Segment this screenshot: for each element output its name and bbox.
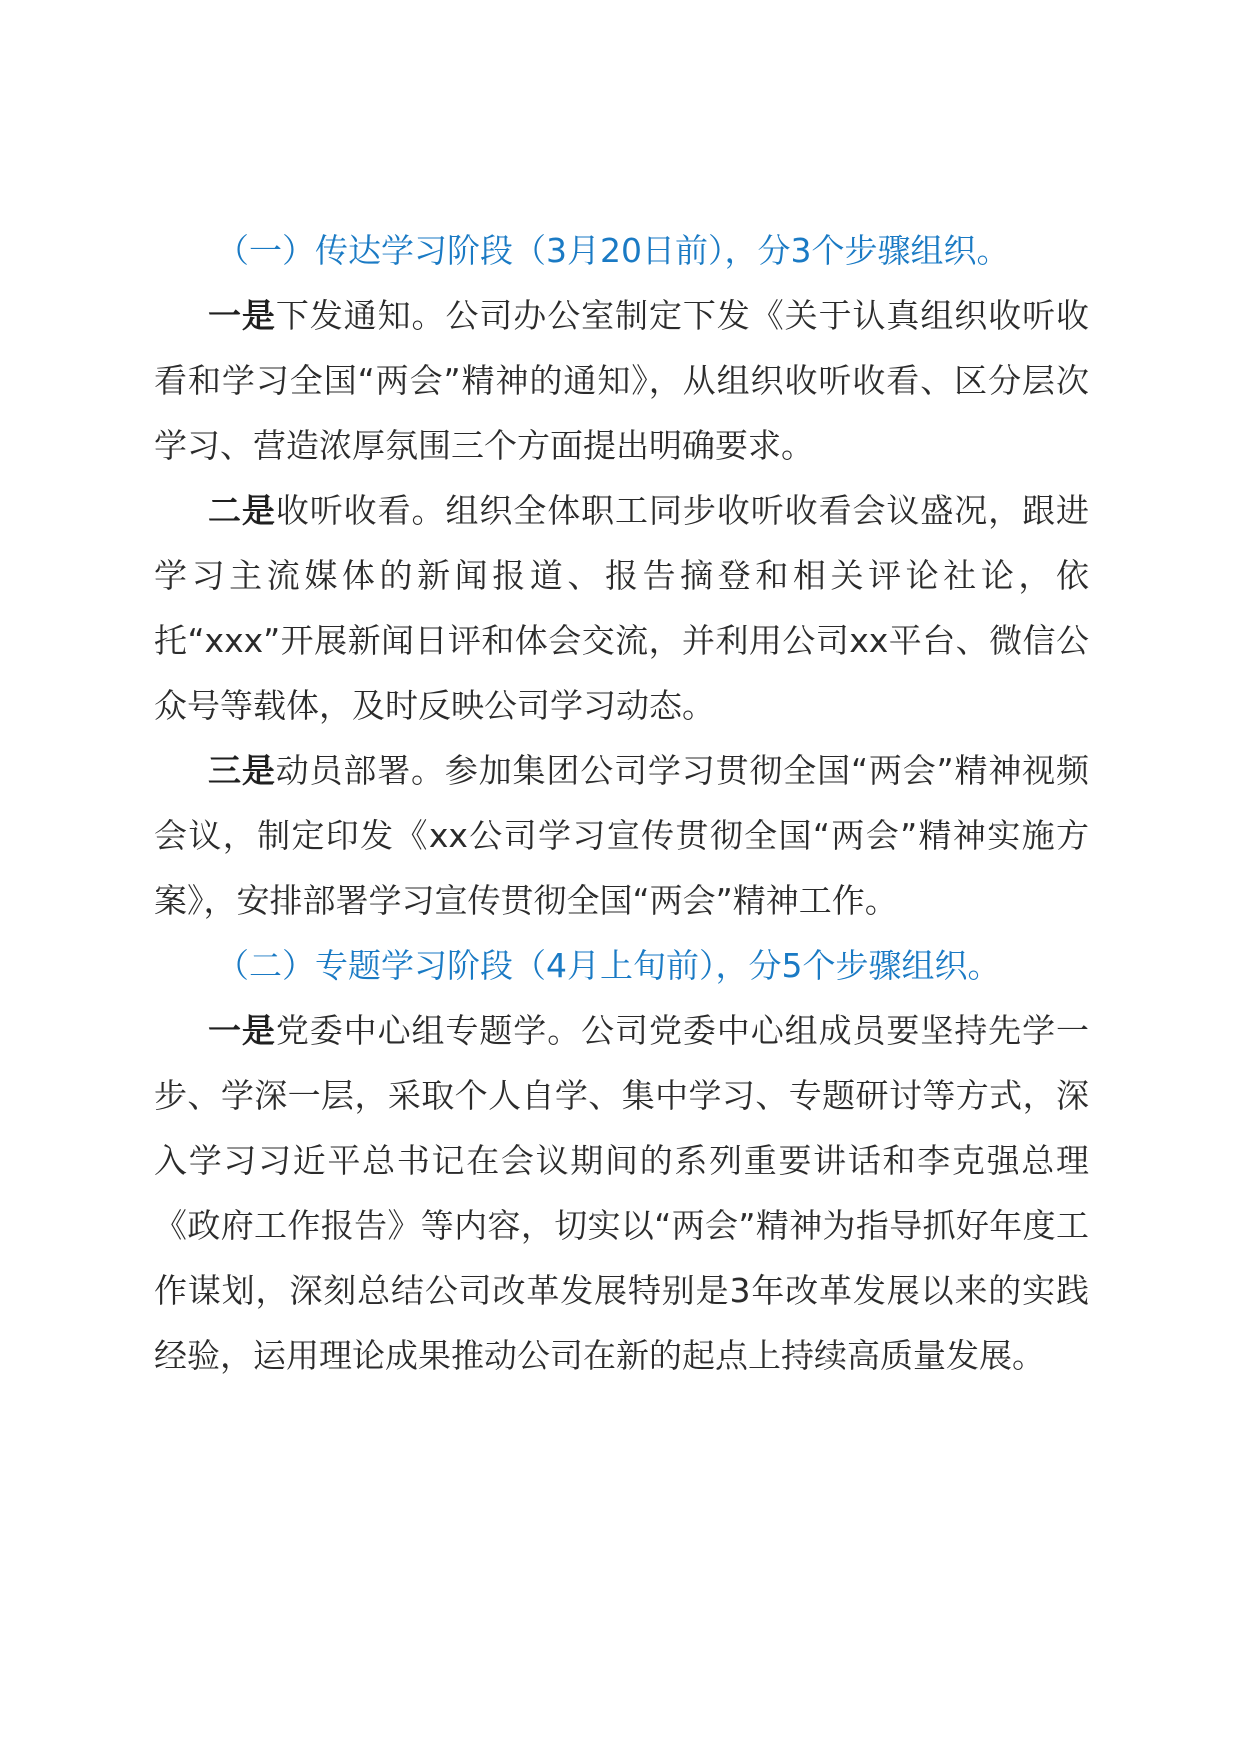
paragraph-1-3 <box>154 738 1089 933</box>
paragraph-lead: 一是 <box>208 1011 276 1050</box>
paragraph-lead: 一是 <box>208 296 276 335</box>
section-heading-2: （二）专题学习阶段（4月上旬前），分5个步骤组织。 <box>216 946 1001 985</box>
paragraph-2-1 <box>154 998 1089 1388</box>
section-heading-1: （一）传达学习阶段（3月20日前），分3个步骤组织。 <box>216 231 1010 270</box>
paragraph-text: 收听收看。组织全体职工同步收听收看会议盛况，跟进学习主流媒体的新闻报道、报告摘登和相关评论社论，依托“xxx”开展新闻日评和体会交流，并利用公司xx平台、微信公众号等载体，及时反映公司学习动态。 <box>154 491 1090 725</box>
document-body <box>154 218 1089 1388</box>
paragraph-lead: 二是 <box>208 491 276 530</box>
paragraph-1-1 <box>154 283 1089 478</box>
paragraph-text: 党委中心组专题学。公司党委中心组成员要坚持先学一步、学深一层，采取个人自学、集中学习、专题研讨等方式，深入学习习近平总书记在会议期间的系列重要讲话和李克强总理《政府工作报告》等内容，切实以“两会”精神为指导抓好年度工作谋划，深刻总结公司改革发展特别是3年改革发展以来的实践经验，运用理论成果推动公司在新的起点上持续高质量发展。 <box>154 1011 1090 1375</box>
paragraph-1-2 <box>154 478 1089 738</box>
paragraph-text: 动员部署。参加集团公司学习贯彻全国“两会”精神视频会议，制定印发《xx公司学习宣传贯彻全国“两会”精神实施方案》，安排部署学习宣传贯彻全国“两会”精神工作。 <box>154 751 1090 920</box>
paragraph-lead: 三是 <box>208 751 276 790</box>
paragraph-text: 下发通知。公司办公室制定下发《关于认真组织收听收看和学习全国“两会”精神的通知》，从组织收听收看、区分层次学习、营造浓厚氛围三个方面提出明确要求。 <box>154 296 1090 465</box>
